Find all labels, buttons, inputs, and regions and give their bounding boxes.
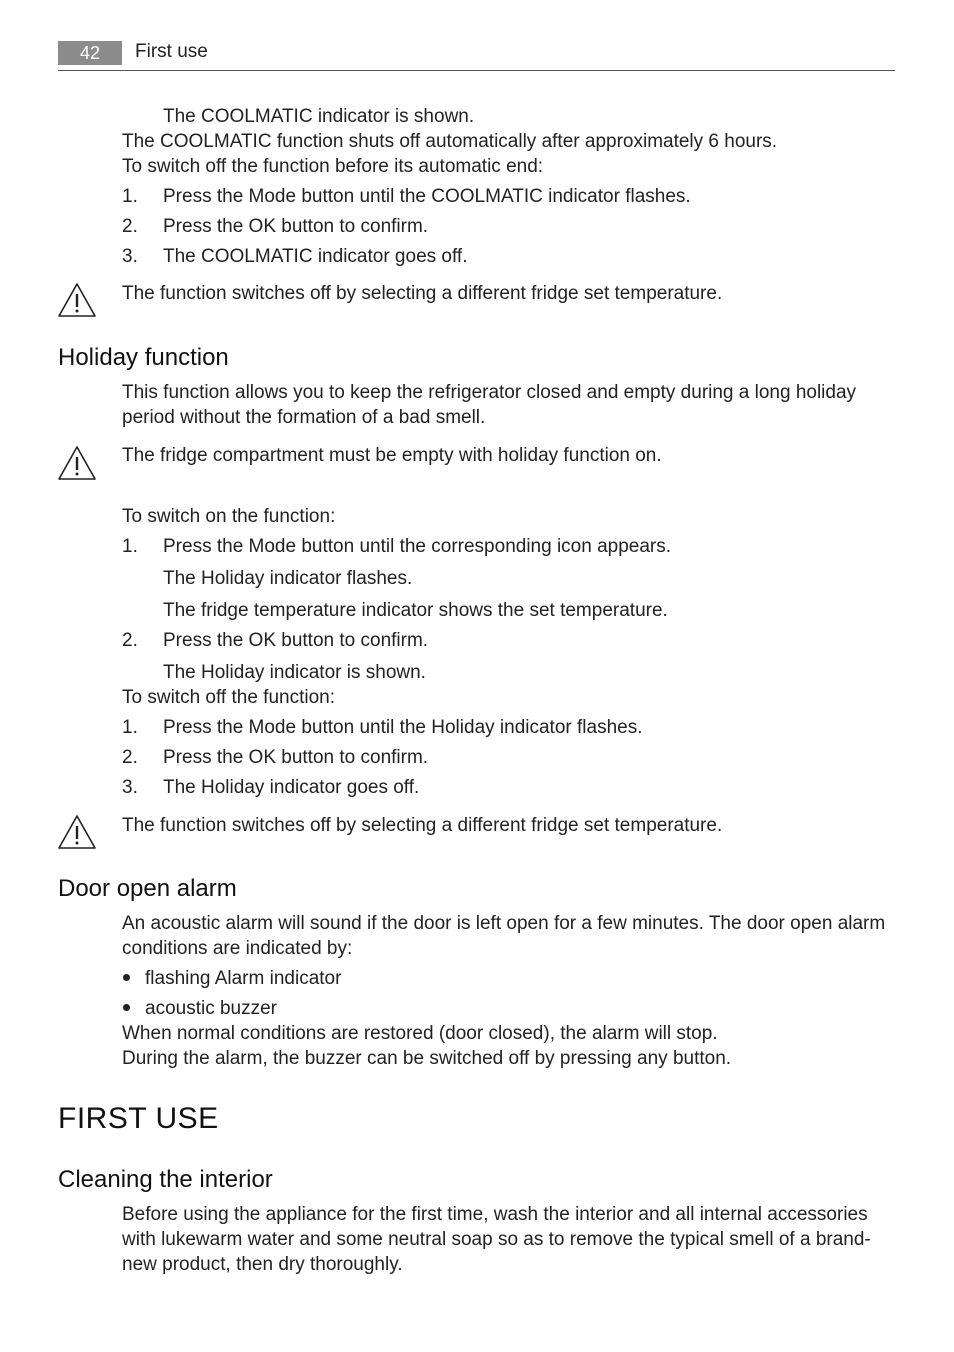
holiday-on-step-1-result-1: The Holiday indicator flashes.: [163, 568, 413, 589]
coolmatic-step-1: Press the Mode button until the COOLMATIC indicator flashes.: [163, 186, 691, 207]
holiday-off-step-1: Press the Mode button until the Holiday indicator flashes.: [163, 717, 643, 738]
holiday-switch-on-intro: To switch on the function:: [122, 506, 336, 527]
holiday-warning-2-text: The function switches off by selecting a different fridge set temperature.: [122, 815, 723, 836]
door-alarm-buzzer-off: During the alarm, the buzzer can be switched off by pressing any button.: [122, 1048, 732, 1069]
door-alarm-bullet-1: flashing Alarm indicator: [145, 968, 342, 989]
holiday-on-step-2-number: 2.: [122, 630, 138, 651]
coolmatic-switch-off-intro: To switch off the function before its automatic end:: [122, 156, 544, 177]
holiday-switch-off-intro: To switch off the function:: [122, 687, 335, 708]
holiday-on-step-1-number: 1.: [122, 536, 138, 557]
page-number: 42: [58, 41, 122, 65]
coolmatic-warning-text: The function switches off by selecting a different fridge set temperature.: [122, 283, 723, 304]
bullet-dot: [123, 1004, 130, 1011]
holiday-intro: This function allows you to keep the refrigerator closed and empty during a long holiday period without the formation of a bad smell.: [122, 382, 857, 428]
coolmatic-step-3-number: 3.: [122, 246, 138, 267]
holiday-warning-text: The fridge compartment must be empty with holiday function on.: [122, 445, 662, 466]
first-use-heading: FIRST USE: [58, 1102, 219, 1135]
holiday-on-step-1: Press the Mode button until the corresponding icon appears.: [163, 536, 672, 557]
coolmatic-indicator-shown: The COOLMATIC indicator is shown.: [163, 106, 475, 127]
coolmatic-step-2-number: 2.: [122, 216, 138, 237]
bullet-dot: [123, 974, 130, 981]
door-alarm-intro: An acoustic alarm will sound if the door is left open for a few minutes. The door open alarm conditions are indicated by:: [122, 913, 886, 959]
holiday-off-step-1-number: 1.: [122, 717, 138, 738]
coolmatic-auto-off: The COOLMATIC function shuts off automatically after approximately 6 hours.: [122, 131, 778, 152]
warning-triangle-icon: [57, 814, 97, 850]
coolmatic-step-1-number: 1.: [122, 186, 138, 207]
cleaning-text: Before using the appliance for the first time, wash the interior and all internal accessories with lukewarm water and some neutral soap so as to remove the typical smell of a brand-new product, then dry thoroughly.: [122, 1204, 871, 1275]
holiday-off-step-3: The Holiday indicator goes off.: [163, 777, 420, 798]
door-alarm-bullet-2: acoustic buzzer: [145, 998, 278, 1019]
running-header-title: First use: [135, 41, 208, 62]
cleaning-heading: Cleaning the interior: [58, 1166, 273, 1193]
coolmatic-step-2: Press the OK button to confirm.: [163, 216, 429, 237]
holiday-on-step-1-result-2: The fridge temperature indicator shows the set temperature.: [163, 600, 668, 621]
holiday-off-step-2-number: 2.: [122, 747, 138, 768]
holiday-on-step-2-result: The Holiday indicator is shown.: [163, 662, 426, 683]
holiday-off-step-3-number: 3.: [122, 777, 138, 798]
warning-triangle-icon: [57, 282, 97, 318]
door-alarm-restored: When normal conditions are restored (door closed), the alarm will stop.: [122, 1023, 718, 1044]
holiday-off-step-2: Press the OK button to confirm.: [163, 747, 429, 768]
holiday-heading: Holiday function: [58, 344, 229, 371]
coolmatic-step-3: The COOLMATIC indicator goes off.: [163, 246, 468, 267]
door-alarm-heading: Door open alarm: [58, 875, 237, 902]
warning-triangle-icon: [57, 445, 97, 481]
header-divider: [58, 70, 895, 71]
holiday-on-step-2: Press the OK button to confirm.: [163, 630, 429, 651]
